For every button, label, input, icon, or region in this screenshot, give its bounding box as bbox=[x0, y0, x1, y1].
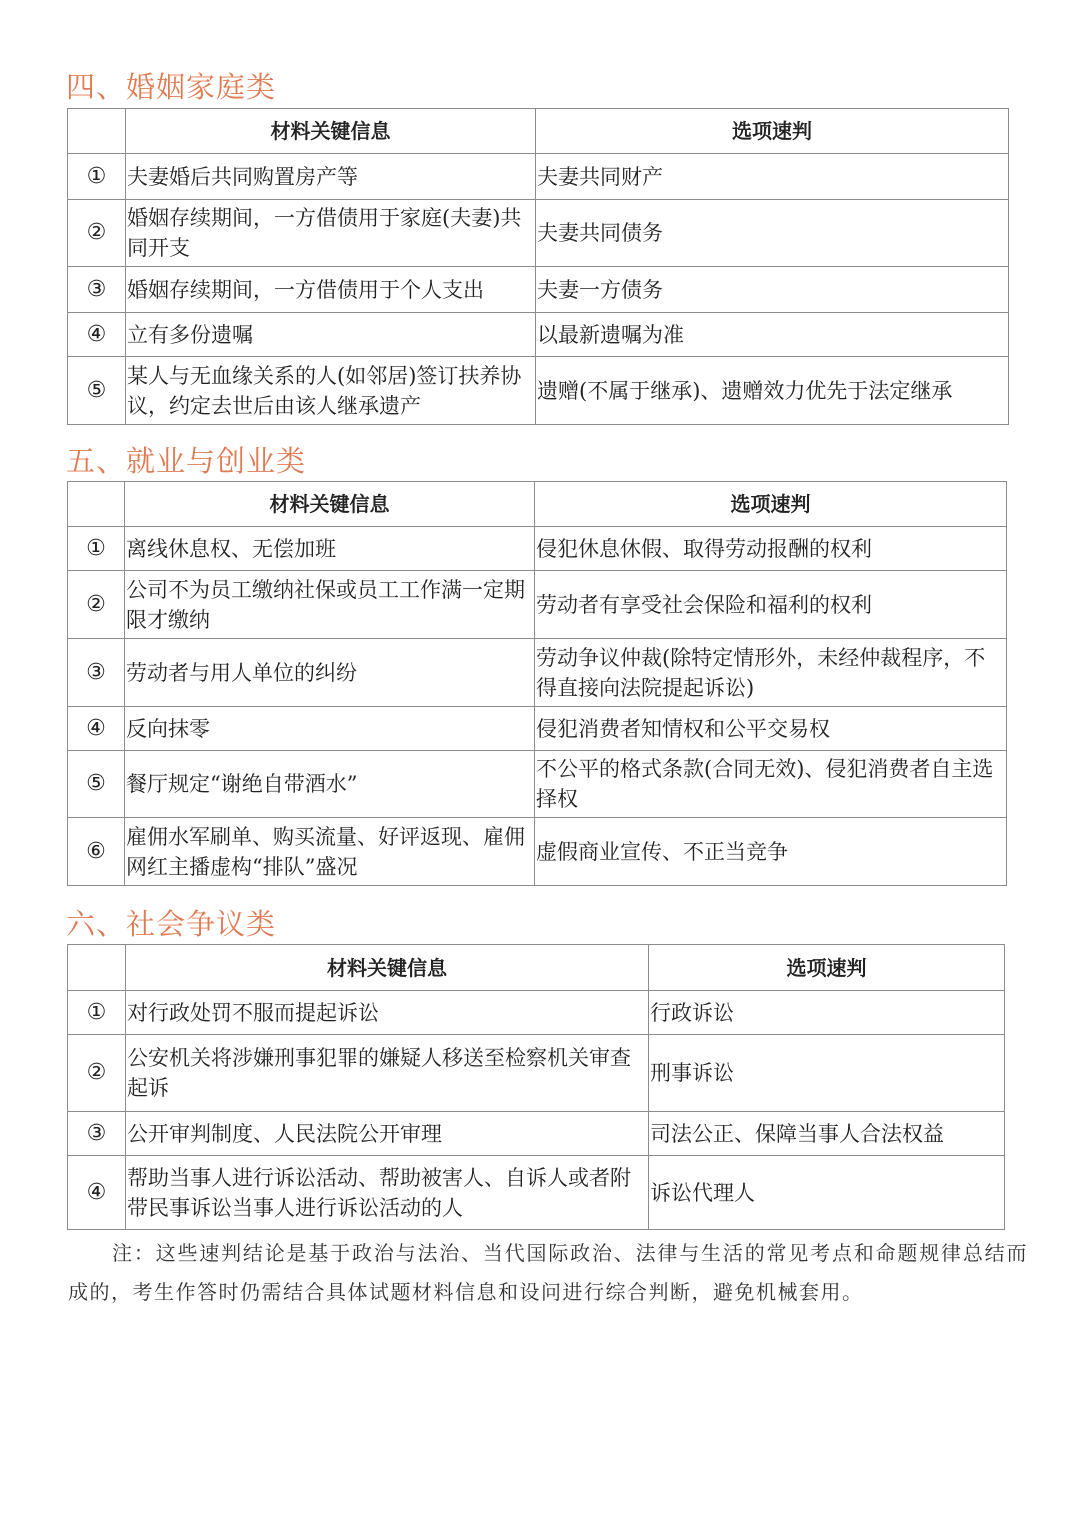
row-judgment: 司法公正、保障当事人合法权益 bbox=[649, 1112, 1005, 1156]
section-title-social-dispute: 六、社会争议类 bbox=[66, 907, 277, 941]
section-title-marriage-family: 四、婚姻家庭类 bbox=[66, 70, 277, 104]
row-number: ② bbox=[68, 571, 125, 639]
row-judgment: 不公平的格式条款(合同无效)、侵犯消费者自主选择权 bbox=[535, 751, 1007, 818]
header-key-info: 材料关键信息 bbox=[125, 482, 535, 527]
header-key-info: 材料关键信息 bbox=[126, 109, 536, 154]
footnote: 注：这些速判结论是基于政治与法治、当代国际政治、法律与生活的常见考点和命题规律总结而成的，考生作答时仍需结合具体试题材料信息和设问进行综合判断，避免机械套用。 bbox=[68, 1241, 1028, 1304]
table-row bbox=[68, 818, 1007, 886]
header-blank-cell bbox=[68, 482, 125, 527]
row-key-info: 立有多份遗嘱 bbox=[126, 313, 536, 357]
row-judgment: 夫妻共同财产 bbox=[536, 154, 1009, 200]
table-row bbox=[68, 154, 1009, 200]
row-key-info: 帮助当事人进行诉讼活动、帮助被害人、自诉人或者附带民事诉讼当事人进行诉讼活动的人 bbox=[126, 1156, 649, 1230]
row-number: ③ bbox=[68, 1112, 126, 1156]
row-number: ④ bbox=[68, 707, 125, 751]
row-judgment: 虚假商业宣传、不正当竞争 bbox=[535, 818, 1007, 886]
header-quick-judgment: 选项速判 bbox=[536, 109, 1009, 154]
table-header-row bbox=[68, 109, 1009, 154]
row-number: ① bbox=[68, 991, 126, 1035]
row-key-info: 公司不为员工缴纳社保或员工工作满一定期限才缴纳 bbox=[125, 571, 535, 639]
table-row bbox=[68, 267, 1009, 313]
row-judgment: 劳动争议仲裁(除特定情形外，未经仲裁程序，不得直接向法院提起诉讼) bbox=[535, 639, 1007, 707]
table-row bbox=[68, 639, 1007, 707]
row-number: ⑤ bbox=[68, 357, 126, 425]
row-judgment: 夫妻一方债务 bbox=[536, 267, 1009, 313]
marriage-family-table bbox=[67, 108, 1009, 425]
table-row bbox=[68, 751, 1007, 818]
row-key-info: 雇佣水军刷单、购买流量、好评返现、雇佣网红主播虚构“排队”盛况 bbox=[125, 818, 535, 886]
row-number: ⑤ bbox=[68, 751, 125, 818]
social-dispute-table bbox=[67, 944, 1005, 1230]
table-header-row bbox=[68, 482, 1007, 527]
section-title-employment: 五、就业与创业类 bbox=[66, 444, 307, 478]
row-key-info: 反向抹零 bbox=[125, 707, 535, 751]
header-blank-cell bbox=[68, 109, 126, 154]
row-key-info: 离线休息权、无偿加班 bbox=[125, 527, 535, 571]
row-number: ① bbox=[68, 154, 126, 200]
table-row bbox=[68, 1112, 1005, 1156]
row-judgment: 遗赠(不属于继承)、遗赠效力优先于法定继承 bbox=[536, 357, 1009, 425]
table-row bbox=[68, 1156, 1005, 1230]
row-judgment: 侵犯休息休假、取得劳动报酬的权利 bbox=[535, 527, 1007, 571]
table-header-row bbox=[68, 945, 1005, 991]
row-key-info: 婚姻存续期间，一方借债用于个人支出 bbox=[126, 267, 536, 313]
table-row bbox=[68, 357, 1009, 425]
row-judgment: 刑事诉讼 bbox=[649, 1035, 1005, 1112]
table-row bbox=[68, 313, 1009, 357]
row-key-info: 婚姻存续期间，一方借债用于家庭(夫妻)共同开支 bbox=[126, 200, 536, 267]
row-key-info: 夫妻婚后共同购置房产等 bbox=[126, 154, 536, 200]
row-judgment: 以最新遗嘱为准 bbox=[536, 313, 1009, 357]
table-row bbox=[68, 991, 1005, 1035]
row-key-info: 公开审判制度、人民法院公开审理 bbox=[126, 1112, 649, 1156]
row-number: ④ bbox=[68, 313, 126, 357]
row-judgment: 侵犯消费者知情权和公平交易权 bbox=[535, 707, 1007, 751]
table-row bbox=[68, 707, 1007, 751]
row-judgment: 行政诉讼 bbox=[649, 991, 1005, 1035]
row-number: ③ bbox=[68, 639, 125, 707]
row-number: ⑥ bbox=[68, 818, 125, 886]
row-judgment: 诉讼代理人 bbox=[649, 1156, 1005, 1230]
header-blank-cell bbox=[68, 945, 126, 991]
row-key-info: 公安机关将涉嫌刑事犯罪的嫌疑人移送至检察机关审查起诉 bbox=[126, 1035, 649, 1112]
row-number: ① bbox=[68, 527, 125, 571]
table-row bbox=[68, 571, 1007, 639]
row-judgment: 劳动者有享受社会保险和福利的权利 bbox=[535, 571, 1007, 639]
table-row bbox=[68, 527, 1007, 571]
row-key-info: 劳动者与用人单位的纠纷 bbox=[125, 639, 535, 707]
row-number: ④ bbox=[68, 1156, 126, 1230]
row-number: ② bbox=[68, 200, 126, 267]
table-row bbox=[68, 200, 1009, 267]
header-quick-judgment: 选项速判 bbox=[649, 945, 1005, 991]
row-number: ③ bbox=[68, 267, 126, 313]
row-number: ② bbox=[68, 1035, 126, 1112]
row-key-info: 某人与无血缘关系的人(如邻居)签订扶养协议，约定去世后由该人继承遗产 bbox=[126, 357, 536, 425]
row-judgment: 夫妻共同债务 bbox=[536, 200, 1009, 267]
header-quick-judgment: 选项速判 bbox=[535, 482, 1007, 527]
header-key-info: 材料关键信息 bbox=[126, 945, 649, 991]
row-key-info: 对行政处罚不服而提起诉讼 bbox=[126, 991, 649, 1035]
row-key-info: 餐厅规定“谢绝自带酒水” bbox=[125, 751, 535, 818]
employment-table bbox=[67, 481, 1007, 886]
table-row bbox=[68, 1035, 1005, 1112]
